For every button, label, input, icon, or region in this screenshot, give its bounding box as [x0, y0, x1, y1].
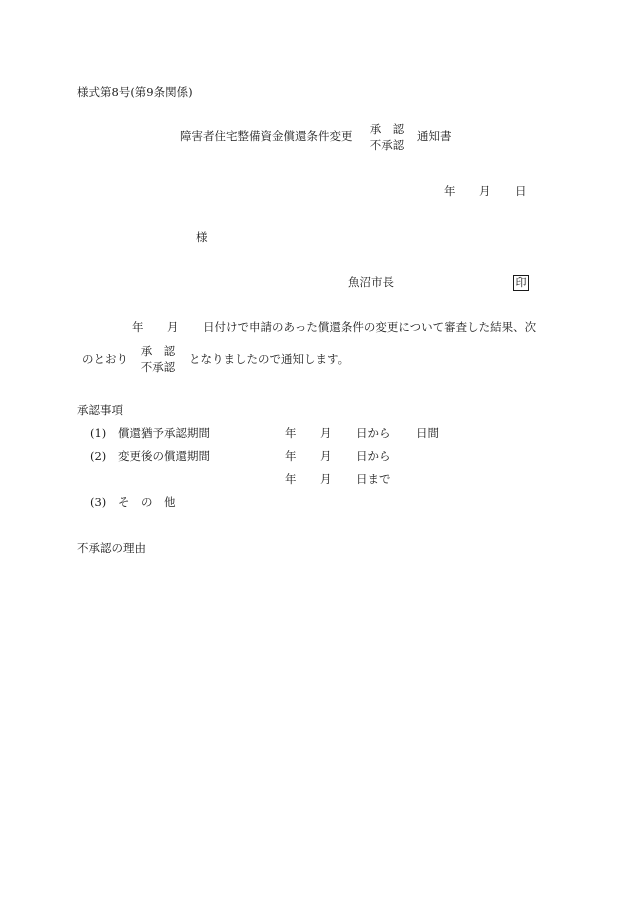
title-options — [367, 124, 407, 156]
item-end-day: 日まで — [356, 472, 391, 486]
item-day: 日から — [356, 426, 391, 440]
body-options — [138, 346, 178, 378]
body-text-line2-prefix: のとおり — [82, 352, 128, 366]
item-duration: 日間 — [416, 426, 439, 440]
rejection-heading: 不承認の理由 — [77, 541, 146, 555]
issuer: 魚沼市長 — [348, 275, 394, 289]
item-number: (1) — [90, 426, 107, 440]
item-month: 月 — [320, 426, 332, 440]
seal-box: 印 — [513, 275, 529, 291]
item-end-year: 年 — [285, 472, 297, 486]
item-label: 変更後の償還期間 — [118, 449, 210, 463]
body-option-reject: 不承認 — [140, 360, 176, 374]
item-month: 月 — [320, 449, 332, 463]
title-suffix: 通知書 — [417, 129, 452, 143]
date-month: 月 — [479, 184, 491, 198]
form-label: 様式第8号(第9条関係) — [77, 85, 193, 99]
item-label: 償還猶予承認期間 — [118, 426, 210, 440]
item-number: (3) — [90, 495, 107, 509]
date-year: 年 — [444, 184, 456, 198]
body-text-line2-suffix: となりましたので通知します。 — [189, 352, 350, 366]
title-option-reject: 不承認 — [369, 138, 405, 152]
approval-heading: 承認事項 — [77, 403, 123, 417]
body-text-line1: 日付けで申請のあった償還条件の変更について審査した結果、次 — [203, 320, 537, 334]
body-year: 年 — [132, 320, 144, 334]
title-prefix: 障害者住宅整備資金償還条件変更 — [180, 129, 353, 143]
title-option-approve: 承 認 — [369, 122, 405, 136]
item-number: (2) — [90, 449, 107, 463]
item-end-month: 月 — [320, 472, 332, 486]
item-year: 年 — [285, 426, 297, 440]
body-option-approve: 承 認 — [140, 344, 176, 358]
item-day: 日から — [356, 449, 391, 463]
body-month: 月 — [167, 320, 179, 334]
item-label: そ の 他 — [118, 495, 176, 509]
date-day: 日 — [515, 184, 527, 198]
item-year: 年 — [285, 449, 297, 463]
addressee-suffix: 様 — [196, 230, 208, 244]
